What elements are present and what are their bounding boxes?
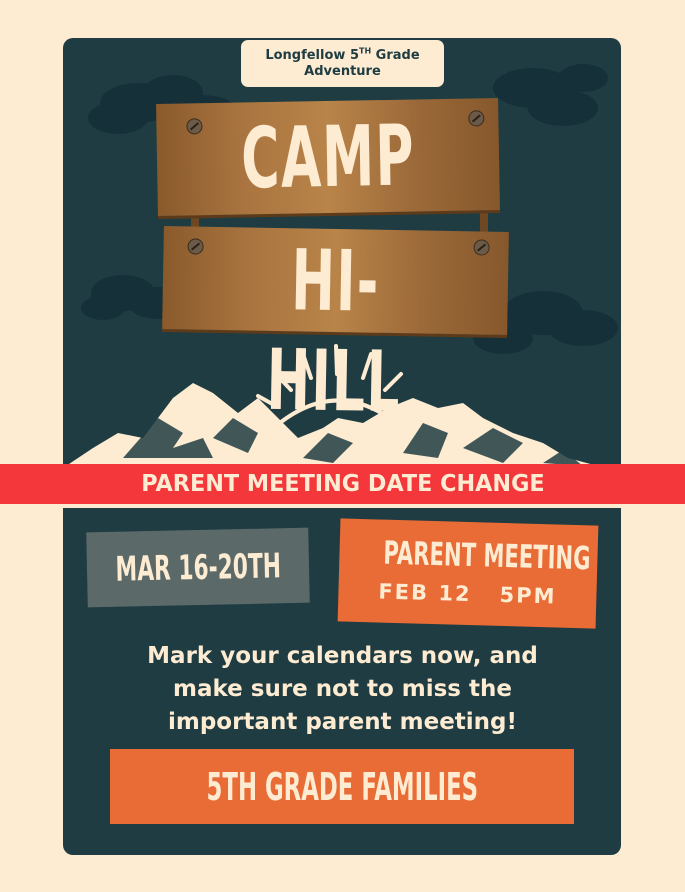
- families-box: [110, 749, 574, 824]
- message-line: important parent meeting!: [167, 709, 518, 735]
- camp-dates-box: [86, 528, 310, 608]
- screw-icon: [187, 238, 203, 254]
- camp-sign-bottom: [162, 226, 509, 432]
- grade-suffix: TH: [359, 46, 372, 56]
- message-line: make sure not to miss the: [173, 676, 512, 702]
- school-label: [241, 40, 444, 87]
- camp-subtitle: HI-HILL: [265, 231, 402, 432]
- families-text: 5TH GRADE FAMILIES: [206, 764, 478, 809]
- grade-word: Grade: [371, 47, 420, 63]
- reminder-message: [100, 640, 585, 739]
- message-line: Mark your calendars now, and: [147, 643, 538, 669]
- meeting-time: FEB 12 5PM: [378, 579, 557, 609]
- camp-dates: MAR 16-20TH: [114, 545, 282, 590]
- adventure-label: Adventure: [304, 63, 381, 79]
- date-change-banner: [0, 464, 685, 504]
- screw-icon: [186, 118, 202, 134]
- banner-text: PARENT MEETING DATE CHANGE: [140, 471, 545, 497]
- camp-sign-top: [156, 98, 500, 216]
- screw-icon: [468, 110, 484, 126]
- school-name: Longfellow 5: [265, 47, 359, 63]
- camp-title: CAMP: [240, 106, 416, 208]
- meeting-title: PARENT MEETING: [382, 533, 592, 578]
- cloud-icon: [493, 64, 608, 126]
- parent-meeting-box: [338, 518, 599, 628]
- screw-icon: [473, 239, 489, 255]
